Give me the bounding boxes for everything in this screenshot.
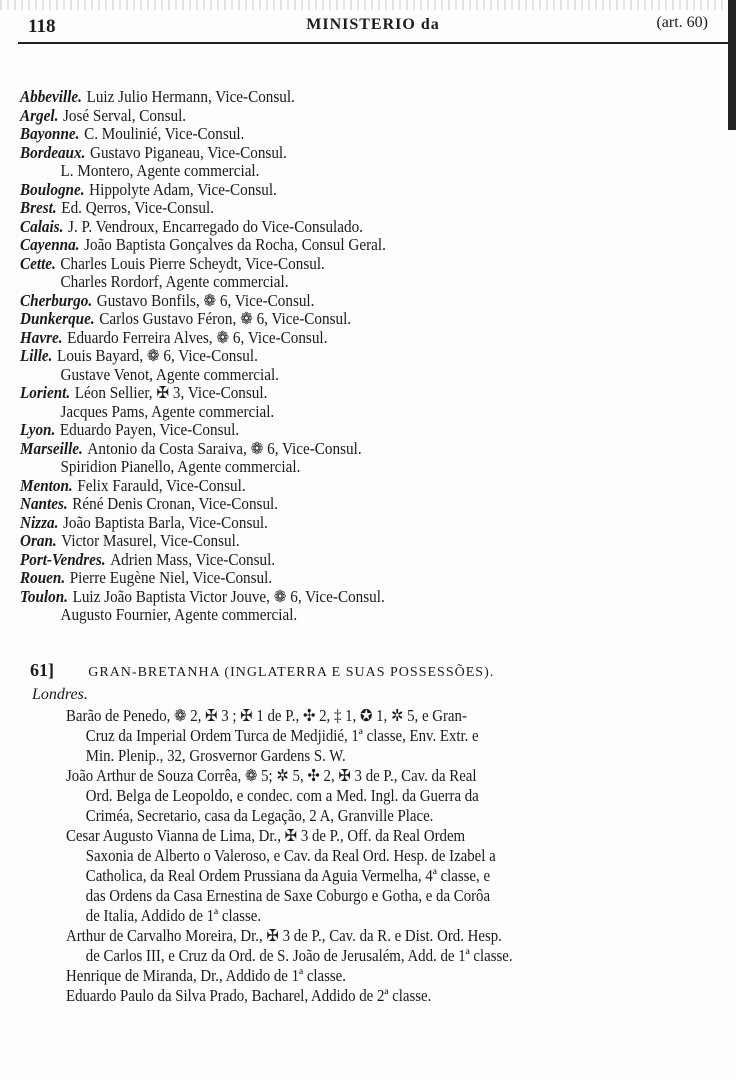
city-heading: Londres. <box>32 686 88 703</box>
place-name: Bayonne. <box>20 124 80 143</box>
text-line: Min. Plenip., 32, Grosvernor Gardens S. W. <box>85 746 346 765</box>
entry-text: Felix Farauld, Vice-Consul. <box>77 475 246 495</box>
place-name: Menton. <box>20 475 73 495</box>
list-item <box>20 495 664 514</box>
list-item <box>20 107 664 126</box>
entry-text: C. Moulinié, Vice-Consul. <box>84 124 245 143</box>
place-name: Nantes. <box>20 494 68 513</box>
place-name: Brest. <box>20 198 57 217</box>
place-name: Lorient. <box>20 383 71 402</box>
list-item <box>20 273 664 292</box>
list-item <box>20 458 664 477</box>
list-item <box>20 403 664 422</box>
entry-text: Victor Masurel, Vice-Consul. <box>61 531 240 550</box>
entry-text: Antonio da Costa Saraiva, ❁ 6, Vice-Consul. <box>87 438 362 458</box>
list-item <box>20 347 664 366</box>
text-line: Catholica, da Real Ordem Prussiana da Aguia Vermelha, 4ª classe, e <box>85 866 491 885</box>
entry-text: Adrien Mass, Vice-Consul. <box>110 549 276 569</box>
entry-text: João Baptista Gonçalves da Rocha, Consul Geral. <box>84 235 386 254</box>
entry-text: L. Montero, Agente commercial. <box>60 161 260 180</box>
list-item <box>20 255 664 274</box>
entry-text: Spiridion Pianello, Agente commercial. <box>60 457 301 476</box>
list-item <box>20 162 664 181</box>
entry-text: Gustavo Bonfils, ❁ 6, Vice-Consul. <box>96 290 315 310</box>
entry-text: Charles Louis Pierre Scheydt, Vice-Consul. <box>60 253 325 273</box>
entry-text: Carlos Gustavo Féron, ❁ 6, Vice-Consul. <box>99 309 352 328</box>
list-item <box>20 588 664 607</box>
place-name: Toulon. <box>20 586 68 606</box>
place-name: Calais. <box>20 216 64 236</box>
text-line: Henrique de Miranda, Dr., Addido de 1ª classe. <box>66 966 346 985</box>
entry-text: Luiz João Baptista Victor Jouve, ❁ 6, Vice-Consul. <box>72 586 385 606</box>
list-item <box>20 366 664 385</box>
entry-text: Eduardo Ferreira Alves, ❁ 6, Vice-Consul. <box>67 327 328 347</box>
list-item <box>20 551 664 570</box>
entry-text: João Baptista Barla, Vice-Consul. <box>62 512 268 532</box>
running-header <box>18 10 728 44</box>
scan-noise <box>0 0 736 10</box>
place-name: Port-Vendres. <box>20 549 106 569</box>
text-line: de Italia, Addido de 1ª classe. <box>85 906 262 925</box>
list-item <box>20 218 664 237</box>
text-line: das Ordens da Casa Ernestina de Saxe Coburgo e Gotha, e da Corôa <box>85 886 491 905</box>
place-name: Argel. <box>20 105 59 125</box>
entry-text: José Serval, Consul. <box>62 105 187 125</box>
list-item <box>20 236 664 255</box>
entry-text: Charles Rordorf, Agente commercial. <box>60 272 289 291</box>
place-name: Bordeaux. <box>20 142 86 162</box>
list-item <box>20 199 664 218</box>
place-name: Oran. <box>20 531 57 550</box>
section-heading <box>30 660 494 681</box>
list-item <box>20 329 664 348</box>
list-item <box>20 292 664 311</box>
text-line: Cesar Augusto Vianna de Lima, Dr., ✠ 3 de P., Off. da Real Ordem <box>66 826 466 845</box>
place-name: Dunkerque. <box>20 309 95 328</box>
section-number: 61] <box>30 660 54 680</box>
place-name: Boulogne. <box>20 179 85 199</box>
place-name: Cherburgo. <box>20 290 93 310</box>
scan-edge <box>728 0 736 130</box>
place-name: Nizza. <box>20 512 59 532</box>
article-ref: (art. 60) <box>656 14 708 31</box>
page-number: 118 <box>28 16 56 37</box>
place-name: Cayenna. <box>20 235 80 254</box>
list-item <box>20 514 664 533</box>
text-line: Saxonia de Alberto o Valeroso, e Cav. da Real Ord. Hesp. de Izabel a <box>85 846 496 865</box>
place-name: Cette. <box>20 253 56 273</box>
header-title: MINISTERIO da <box>306 16 440 33</box>
entry-text: Hippolyte Adam, Vice-Consul. <box>89 179 277 199</box>
entry-text: Ed. Qerros, Vice-Consul. <box>61 198 214 217</box>
entry-text: Pierre Eugène Niel, Vice-Consul. <box>69 568 273 587</box>
entry-text: Eduardo Payen, Vice-Consul. <box>59 420 240 439</box>
london-legation-list <box>66 706 686 1006</box>
place-name: Lyon. <box>20 420 56 439</box>
list-item <box>20 125 664 144</box>
text-line: Arthur de Carvalho Moreira, Dr., ✠ 3 de P., Cav. da R. e Dist. Ord. Hesp. <box>66 926 502 945</box>
entry-text: Gustavo Piganeau, Vice-Consul. <box>89 142 287 162</box>
place-name: Rouen. <box>20 568 66 587</box>
text-line: Criméa, Secretario, casa da Legação, 2 A, Granville Place. <box>85 806 434 825</box>
text-line: João Arthur de Souza Corrêa, ❁ 5; ✲ 5, ✣ 2, ✠ 3 de P., Cav. da Real <box>66 766 477 785</box>
place-name: Havre. <box>20 327 63 347</box>
text-line: Eduardo Paulo da Silva Prado, Bacharel, Addido de 2ª classe. <box>66 986 432 1005</box>
text-line: Barão de Penedo, ❁ 2, ✠ 3 ; ✠ 1 de P., ✣ 2, ‡ 1, ✪ 1, ✲ 5, e Gran- <box>66 706 467 725</box>
list-item <box>20 181 664 200</box>
list-item <box>20 606 664 625</box>
text-line: Ord. Belga de Leopoldo, e condec. com a Med. Ingl. da Guerra da <box>85 786 479 805</box>
place-name: Lille. <box>20 346 53 365</box>
entry-text: J. P. Vendroux, Encarregado do Vice-Consulado. <box>68 216 363 236</box>
entry-text: Gustave Venot, Agente commercial. <box>60 364 279 384</box>
entry-text: Léon Sellier, ✠ 3, Vice-Consul. <box>74 383 268 402</box>
place-name: Marseille. <box>20 438 83 458</box>
list-item <box>20 569 664 588</box>
entry-text: Louis Bayard, ❁ 6, Vice-Consul. <box>57 346 258 365</box>
list-item <box>20 384 664 403</box>
consul-list <box>20 88 720 625</box>
entry-text: Jacques Pams, Agente commercial. <box>60 401 275 421</box>
list-item <box>20 310 664 329</box>
list-item <box>20 477 664 496</box>
list-item <box>20 88 664 107</box>
list-item <box>20 440 664 459</box>
entry-text: Réné Denis Cronan, Vice-Consul. <box>72 494 279 513</box>
section-title: GRAN-BRETANHA (INGLATERRA E SUAS POSSESSÕES). <box>88 665 495 680</box>
entry-text: Augusto Fournier, Agente commercial. <box>60 605 298 624</box>
list-item <box>20 421 664 440</box>
list-item <box>20 144 664 163</box>
text-line: Cruz da Imperial Ordem Turca de Medjidié, 1ª classe, Env. Extr. e <box>85 726 479 745</box>
text-line: de Carlos III, e Cruz da Ord. de S. João de Jerusalém, Add. de 1ª classe. <box>85 946 513 965</box>
entry-text: Luiz Julio Hermann, Vice-Consul. <box>86 87 295 106</box>
place-name: Abbeville. <box>20 87 82 106</box>
list-item <box>20 532 664 551</box>
